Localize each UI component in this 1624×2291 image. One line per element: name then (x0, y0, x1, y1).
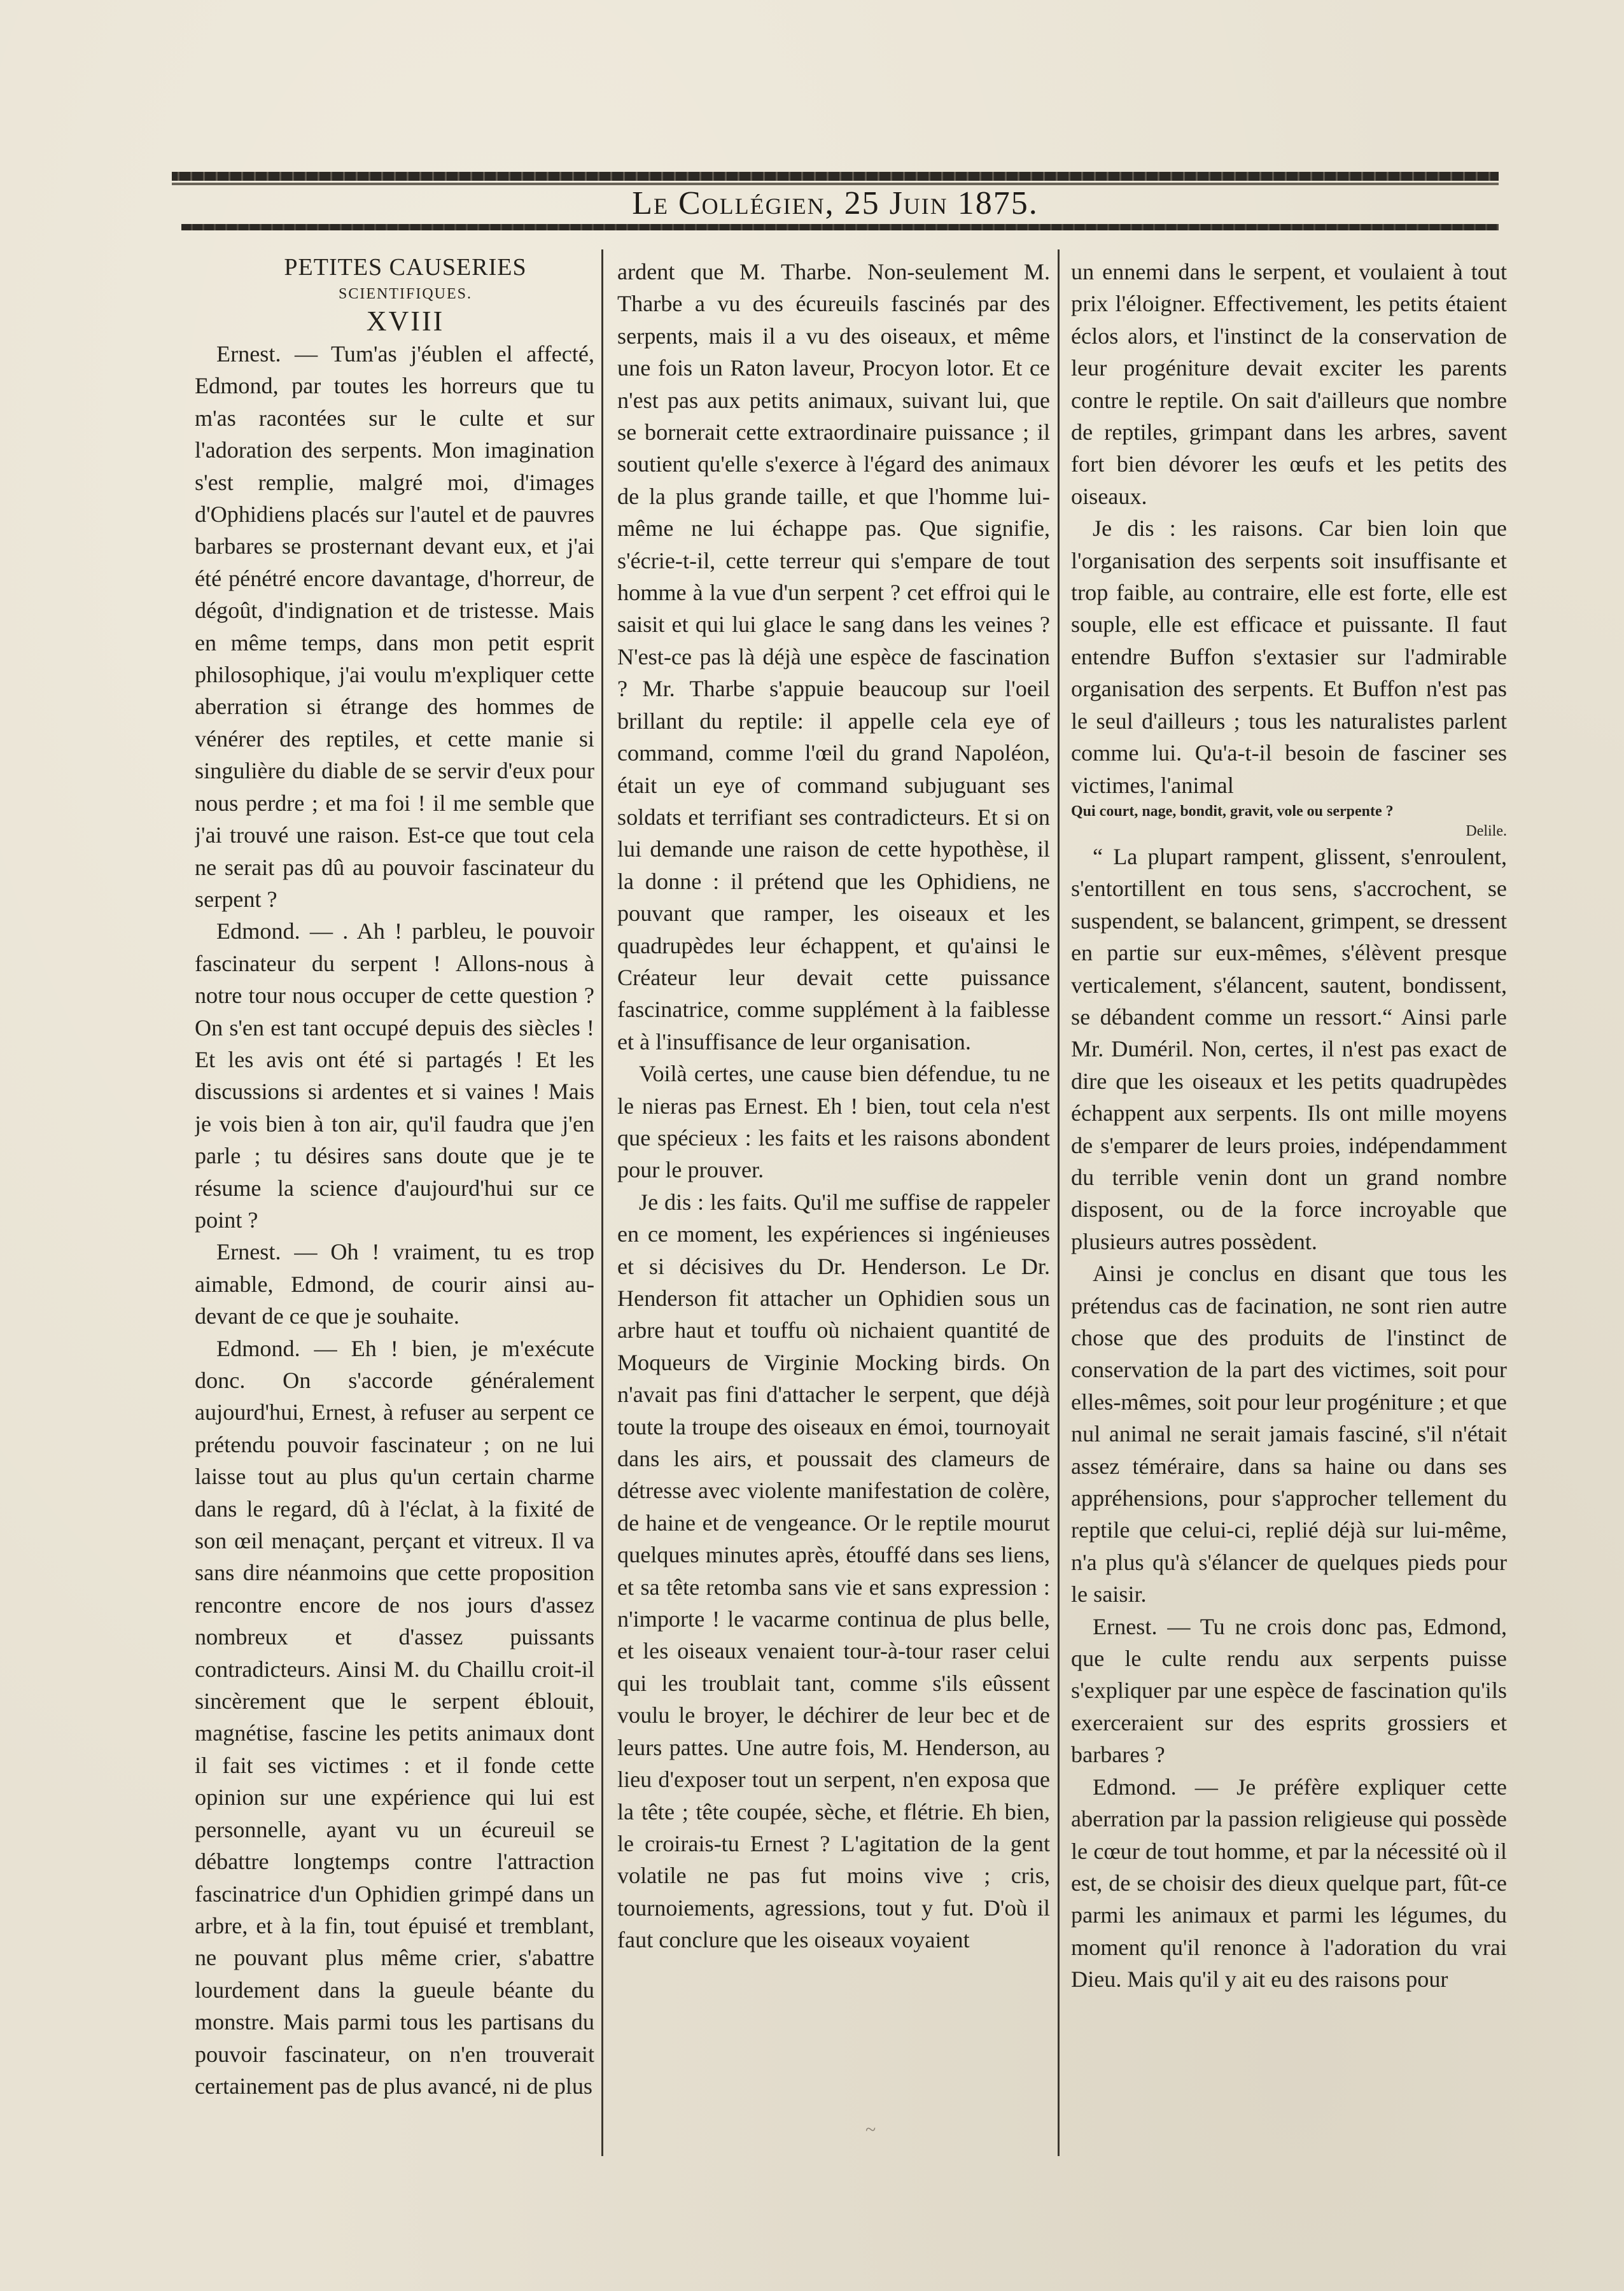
paragraph: Voilà certes, une cause bien défendue, tu ne le nieras pas Ernest. Eh ! bien, tout cela n'est que spécieux : les faits et les raisons abondent pour le prouver. (617, 1061, 1050, 1183)
masthead: Le Collégien, 25 Juin 1875. (632, 185, 1039, 221)
column-1 (195, 251, 594, 2161)
column-divider-1 (601, 249, 603, 2156)
paragraph: Je dis : les faits. Qu'il me suffise de rappeler en ce moment, les expériences si ingénieuses et si décisives du Dr. Henderson. Le Dr. Henderson fit attacher un Ophidien sous un arbre haut et touffu où nichaient quantité de Moqueurs de Virginie Mocking birds. On n'avait pas fini d'attacher le serpent, que déjà toute la troupe des oiseaux en émoi, tournoyait dans les airs, et poussait des clameurs de détresse avec violente manifestation de colère, de haine et de vengeance. Or le reptile mourut quelques minutes après, étouffé dans ses liens, et sa tête retomba sans vie et sans expression : n'importe ! le vacarme continua de plus belle, et les oiseaux venaient tour-à-tour raser celui qui les troublait tant, comme s'ils eûssent voulu le broyer, le déchirer de leur bec et de leurs pattes. Une autre fois, M. Henderson, au lieu d'exposer tout un serpent, n'en exposa que la tête ; tête coupée, sèche, et flétrie. Eh bien, le croirais-tu Ernest ? L'agitation de la gent volatile ne pas fut moins vive ; cris, tournoiements, agressions, tout y fut. D'où il faut conclure que les oiseaux voyaient (617, 1189, 1050, 1953)
header-top-rule (172, 172, 1499, 181)
paragraph: Je dis : les raisons. Car bien loin que l'organisation des serpents soit insuffisante et trop faible, au contraire, elle est forte, elle est souple, elle est efficace et puissante. Il faut entendre Buffon s'extasier sur l'admirable organisation des serpents. Et Buffon n'est pas le seul d'ailleurs ; tous les naturalistes parlent comme lui. Qu'a-t-il besoin de fasciner ses victimes, l'animal (1071, 515, 1507, 798)
paragraph: “ La plupart rampent, glissent, s'enroulent, s'entortillent en tous sens, s'accrochent, se suspendent, se balancent, grimpent, se dressent en partie sur eux-mêmes, s'élèvent presque verticalement, s'élancent, sautent, bondissent, se débandent comme un ressort.“ Ainsi parle Mr. Duméril. Non, certes, il n'est pas exact de dire que les oiseaux et les petits quadrupèdes échappent aux serpents. Ils ont mille moyens de s'emparer de leurs proies, indépendamment du terrible venin dont un grand nombre disposent, ou de la force incroyable que plusieurs autres possèdent. (1071, 843, 1507, 1254)
paragraph: Ernest. — Tum'as j'éublen el affecté, Edmond, par toutes les horreurs que tu m'as racontées sur le culte et sur l'adoration des serpents. Mon imagination s'est remplie, malgré moi, d'images d'Ophidiens placés sur l'autel et de pauvres barbares se prosternant devant eux, et j'ai été pénétré encore davantage, d'horreur, de dégoût, d'indignation et de tristesse. Mais en même temps, dans mon petit esprit philosophique, j'ai voulu m'expliquer cette aberration si étrange des hommes de vénérer des reptiles, et cette manie si singulière du diable de se servir d'eux pour nous perdre ; et ma foi ! il me semble que j'ai trouvé une raison. Est-ce que tout cela ne serait pas dû au pouvoir fascinateur du serpent ? (195, 341, 594, 912)
article-title: PETITES CAUSERIES (284, 254, 527, 281)
paragraph: Ernest. — Oh ! vraiment, tu es trop aimable, Edmond, de courir ainsi au-devant de ce que je souhaite. (195, 1239, 594, 1329)
verse-quote: Qui court, nage, bondit, gravit, vole ou serpente ? (1071, 802, 1394, 820)
paragraph: Edmond. — Eh ! bien, je m'exécute donc. On s'accorde généralement aujourd'hui, Ernest, à refuser au serpent ce prétendu pouvoir fascinateur ; on ne lui laisse tout au plus qu'un certain charme dans le regard, dû à l'éclat, à la fixité de son œil menaçant, perçant et vitreux. Il va sans dire néanmoins que cette proposition rencontre encore de nos jours d'assez nombreux et d'assez puissants contradicteurs. Ainsi M. du Chaillu croit-il sincèrement que le serpent éblouit, magnétise, fascine les petits animaux dont il fait ses victimes : et il fonde cette opinion sur une expérience qui lui est personnelle, ayant vu un écureuil se débattre longtemps contre l'attraction fascinatrice d'un Ophidien grimpé dans un arbre, et à la fin, tout épuisé et tremblant, ne pouvant plus même crier, s'abattre lourdement dans la gueule béante du monstre. Mais parmi tous les partisans du pouvoir fascinateur, on n'en trouverait certainement pas de plus avancé, ni de plus (195, 1335, 594, 2099)
paragraph: Edmond. — . Ah ! parbleu, le pouvoir fascinateur du serpent ! Allons-nous à notre tour nous occuper de cette question ? On s'en est tant occupé depuis des siècles ! Et les avis ont été si partagés ! Et les discussions si ardentes et si vaines ! Mais je vois bien à ton air, qu'il faudra que j'en parle ; tu désires sans doute que je te résume la science d'aujourd'hui sur ce point ? (195, 918, 594, 1233)
paragraph: Ainsi je conclus en disant que tous les prétendus cas de facination, ne sont rien autre chose que des produits de l'instinct de conservation de la part des victimes, soit pour elles-mêmes, soit pour leur progéniture ; et que nul animal ne serait jamais fasciné, s'il n'était assez téméraire, dans sa haine ou dans ses appréhensions, pour s'approcher tellement du reptile que celui-ci, replié déjà sur lui-même, n'a plus qu'à s'élancer de quelques pieds pour le saisir. (1071, 1261, 1507, 1608)
article-number: XVIII (366, 305, 445, 337)
ornament-icon: ~ (865, 2119, 876, 2140)
article-subtitle: SCIENTIFIQUES. (338, 286, 472, 302)
paragraph: un ennemi dans le serpent, et voulaient à tout prix l'éloigner. Effectivement, les petits étaient éclos alors, et l'instinct de la conservation de leur progéniture devait exciter les parents contre le reptile. On sait d'ailleurs que nombre de reptiles, grimpant dans les arbres, savent fort bien dévorer les œufs et les petits des oiseaux. (1071, 259, 1507, 509)
column-2 (617, 256, 1050, 2165)
header-bottom-rule (181, 224, 1499, 230)
paragraph: ardent que M. Tharbe. Non-seulement M. Tharbe a vu des écureuils fascinés par des serpents, mais il a vu des oiseaux, et même une fois un Raton laveur, Procyon lotor. Et ce n'est pas aux petits animaux, suivant lui, que se bornerait cette extraordinaire puissance ; il soutient qu'elle s'exerce à l'égard des animaux de la plus grande taille, et que l'homme lui-même ne lui échappe pas. Que signifie, s'écrie-t-il, cette terreur qui s'empare de tout homme à la vue d'un serpent ? cet effroi qui le saisit et qui lui glace le sang dans les veines ? N'est-ce pas là déjà une espèce de fascination ? Mr. Tharbe s'appuie beaucoup sur l'oeil brillant du reptile: il appelle cela eye of command, comme l'œil du grand Napoléon, était un eye of command subjuguant ses soldats et terrifiant ses contradicteurs. Et si on lui demande une raison de cette hypothèse, il la donne : il prétend que les Ophidiens, ne pouvant que ramper, les oiseaux et les quadrupèdes leur échappent, et qu'ainsi le Créateur leur devait cette puissance fascinatrice, comme supplément à la faiblesse et à l'insuffisance de leur organisation. (617, 259, 1050, 1054)
quote-author: Delile. (1466, 822, 1507, 839)
paragraph: Edmond. — Je préfère expliquer cette aberration par la passion religieuse qui possède le cœur de tout homme, et par la nécessité où il est, de se choisir des dieux quelque part, fût-ce parmi les animaux et parmi les légumes, du moment qu'il renonce à l'adoration du vrai Dieu. Mais qu'il y ait eu des raisons pour (1071, 1774, 1507, 1993)
column-3 (1071, 256, 1507, 2165)
column-divider-2 (1058, 249, 1060, 2156)
paragraph: Ernest. — Tu ne crois donc pas, Edmond, que le culte rendu aux serpents puisse s'expliquer par une espèce de fascination qu'ils exerceraient sur des esprits grossiers et barbares ? (1071, 1613, 1507, 1768)
